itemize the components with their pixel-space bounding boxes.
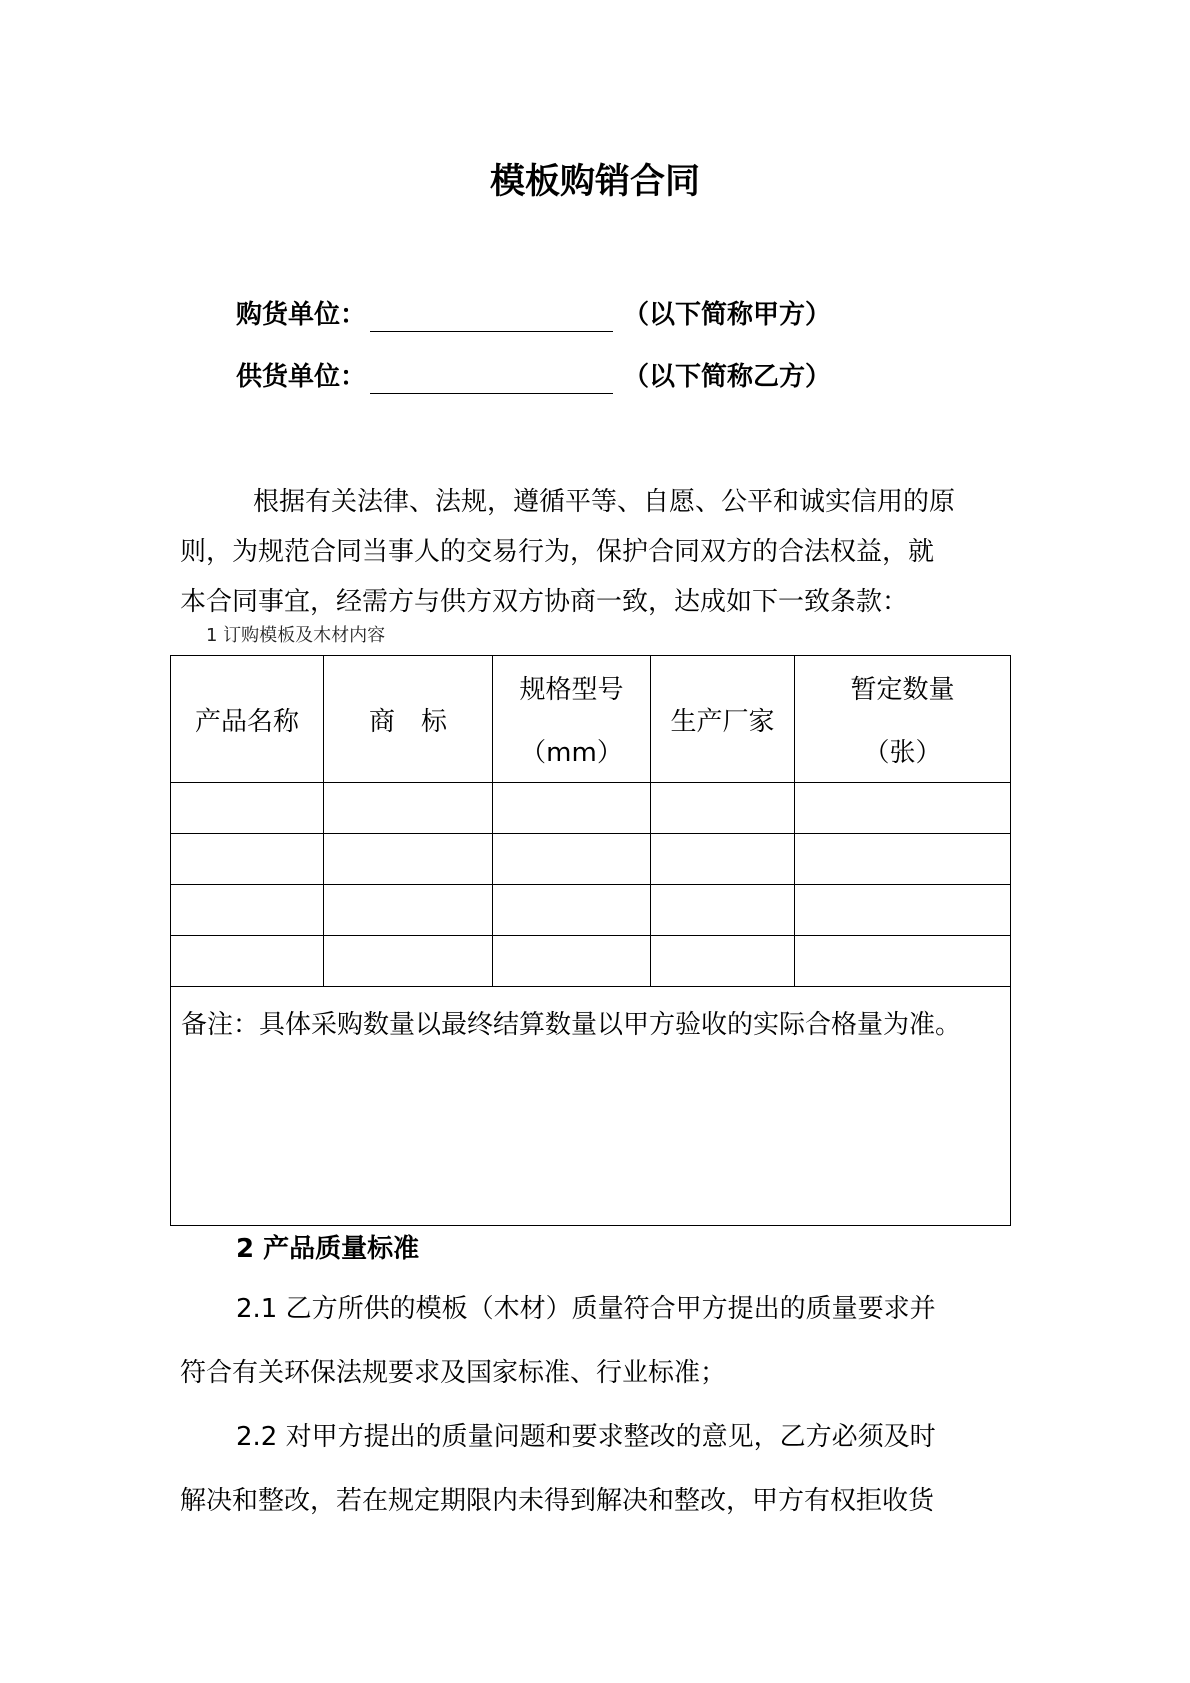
table-cell[interactable] [171, 936, 324, 987]
table-cell[interactable] [651, 783, 795, 834]
header-manufacturer: 生产厂家 [651, 656, 795, 783]
table-row [171, 834, 1011, 885]
section2-line: 符合有关环保法规要求及国家标准、行业标准； [180, 1358, 727, 1388]
table-cell[interactable] [324, 885, 493, 936]
table-cell[interactable] [171, 885, 324, 936]
table-row [171, 783, 1011, 834]
table-cell[interactable] [324, 936, 493, 987]
table-note: 备注：具体采购数量以最终结算数量以甲方验收的实际合格量为准。 [171, 987, 1011, 1226]
section2-line: 2.2 对甲方提出的质量问题和要求整改的意见，乙方必须及时 [236, 1422, 936, 1452]
supplier-blank[interactable] [370, 363, 613, 394]
table-cell[interactable] [493, 834, 651, 885]
table-cell[interactable] [795, 783, 1011, 834]
table-cell[interactable] [324, 834, 493, 885]
intro-line: 根据有关法律、法规，遵循平等、自愿、公平和诚实信用的原 [253, 487, 956, 517]
document-title: 模板购销合同 [489, 162, 700, 202]
table-cell[interactable] [795, 885, 1011, 936]
supplier-note: （以下简称乙方） [623, 362, 832, 392]
table-header-row [171, 656, 1011, 783]
buyer-label: 购货单位： [236, 300, 367, 330]
table-cell[interactable] [493, 885, 651, 936]
table-cell[interactable] [651, 834, 795, 885]
table-row [171, 936, 1011, 987]
header-brand: 商 标 [324, 656, 493, 783]
table-cell[interactable] [171, 834, 324, 885]
intro-line: 则，为规范合同当事人的交易行为，保护合同双方的合法权益，就 [180, 537, 935, 567]
header-product-name: 产品名称 [171, 656, 324, 783]
table-cell[interactable] [651, 936, 795, 987]
table-cell[interactable] [795, 834, 1011, 885]
table-cell[interactable] [324, 783, 493, 834]
section2-line: 2.1 乙方所供的模板（木材）质量符合甲方提出的质量要求并 [236, 1294, 936, 1324]
section1-caption: 1 订购模板及木材内容 [206, 625, 386, 646]
buyer-blank[interactable] [370, 301, 613, 332]
table-cell[interactable] [493, 783, 651, 834]
section2-line: 解决和整改，若在规定期限内未得到解决和整改，甲方有权拒收货 [180, 1486, 935, 1516]
order-table [170, 655, 1011, 1226]
table-note-row [171, 987, 1011, 1226]
table-row [171, 885, 1011, 936]
table-cell[interactable] [651, 885, 795, 936]
table-cell[interactable] [171, 783, 324, 834]
buyer-line [236, 298, 831, 332]
table-cell[interactable] [795, 936, 1011, 987]
supplier-label: 供货单位： [236, 362, 367, 392]
intro-line: 本合同事宜，经需方与供方双方协商一致，达成如下一致条款： [180, 587, 909, 617]
table-cell[interactable] [493, 936, 651, 987]
buyer-note: （以下简称甲方） [623, 300, 832, 330]
header-spec: 规格型号 （mm） [493, 656, 651, 783]
section2-heading: 2 产品质量标准 [236, 1234, 420, 1264]
supplier-line [236, 360, 831, 394]
header-quantity: 暂定数量 （张） [795, 656, 1011, 783]
